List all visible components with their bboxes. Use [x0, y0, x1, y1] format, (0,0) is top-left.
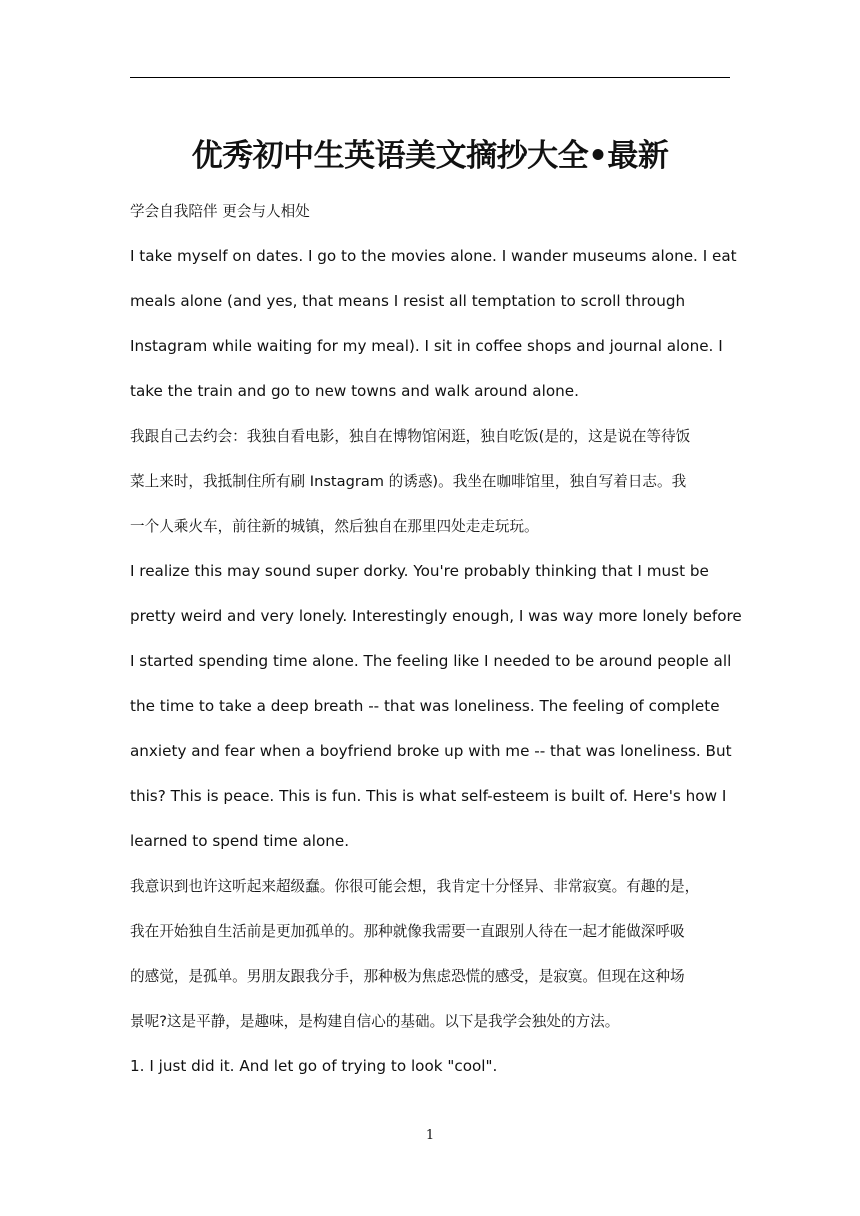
list-item: 1. I just did it. And let go of trying to look "cool". [130, 1057, 498, 1075]
paragraph-line-zh: 我意识到也许这听起来超级蠢。你很可能会想，我肯定十分怪异、非常寂寞。有趣的是， [130, 878, 700, 895]
paragraph-line-zh: 我跟自己去约会：我独自看电影，独自在博物馆闲逛，独自吃饭(是的，这是说在等待饭 [130, 428, 691, 445]
paragraph-line-zh: 的感觉，是孤单。男朋友跟我分手，那种极为焦虑恐慌的感受，是寂寞。但现在这种场 [130, 968, 685, 985]
document-title: 优秀初中生英语美文摘抄大全•最新 [191, 138, 669, 174]
paragraph-line: learned to spend time alone. [130, 832, 350, 850]
header-rule [130, 77, 730, 78]
paragraph-line: Instagram while waiting for my meal). I sit in coffee shops and journal alone. I [130, 337, 723, 355]
paragraph-line: I realize this may sound super dorky. You're probably thinking that I must be [130, 562, 709, 580]
paragraph-line-zh: 菜上来时，我抵制住所有刷 Instagram 的诱惑)。我坐在咖啡馆里，独自写着日志。我 [130, 473, 687, 490]
paragraph-line: pretty weird and very lonely. Interestingly enough, I was way more lonely before [130, 607, 742, 625]
paragraph-line: this? This is peace. This is fun. This is what self-esteem is built of. Here's how I [130, 787, 727, 805]
paragraph-line: anxiety and fear when a boyfriend broke up with me -- that was loneliness. But [130, 742, 732, 760]
page-number: 1 [425, 1128, 435, 1143]
paragraph-line-zh: 一个人乘火车，前往新的城镇，然后独自在那里四处走走玩玩。 [130, 518, 539, 535]
paragraph-line: I started spending time alone. The feeling like I needed to be around people all [130, 652, 732, 670]
paragraph-line: meals alone (and yes, that means I resist all temptation to scroll through [130, 292, 686, 310]
paragraph-line-zh: 景呢?这是平静，是趣味，是构建自信心的基础。以下是我学会独处的方法。 [130, 1013, 620, 1030]
document-body [130, 189, 742, 1089]
paragraph-line: I take myself on dates. I go to the movies alone. I wander museums alone. I eat [130, 247, 737, 265]
subtitle: 学会自我陪伴 更会与人相处 [130, 203, 310, 220]
paragraph-line: the time to take a deep breath -- that was loneliness. The feeling of complete [130, 697, 720, 715]
paragraph-line-zh: 我在开始独自生活前是更加孤单的。那种就像我需要一直跟别人待在一起才能做深呼吸 [130, 923, 685, 940]
paragraph-line: take the train and go to new towns and walk around alone. [130, 382, 579, 400]
